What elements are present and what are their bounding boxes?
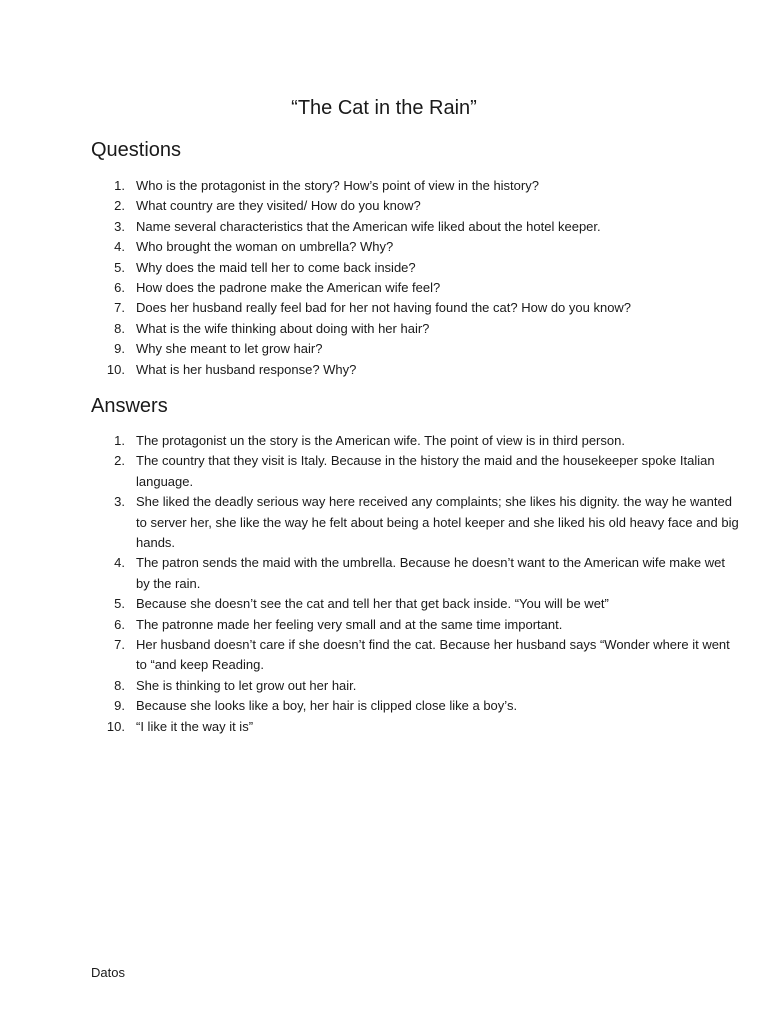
- answer-text: She liked the deadly serious way here received any complaints; she likes his dignity. the way he wanted to server her, she like the way he felt about being a hotel keeper and she liked his old heavy face and big hands.: [136, 494, 739, 551]
- answer-item: [91, 492, 739, 553]
- answer-number: 3.: [114, 494, 125, 510]
- question-number: 4.: [114, 239, 125, 255]
- answer-text: Because she doesn’t see the cat and tell her that get back inside. “You will be wet”: [136, 596, 609, 612]
- answer-item: [91, 451, 739, 492]
- answer-text: The patron sends the maid with the umbrella. Because he doesn’t want to the American wife make wet by the rain.: [136, 555, 725, 591]
- question-number: 5.: [114, 259, 125, 275]
- question-number: 6.: [114, 280, 125, 296]
- question-number: 3.: [114, 218, 125, 234]
- question-text: How does the padrone make the American wife feel?: [136, 280, 441, 296]
- question-number: 7.: [114, 300, 125, 316]
- question-item: [91, 237, 739, 257]
- question-number: 1.: [114, 178, 125, 193]
- answer-number: 7.: [114, 637, 125, 653]
- question-item: [91, 319, 739, 339]
- question-text: Why she meant to let grow hair?: [136, 341, 323, 357]
- answer-number: 2.: [114, 453, 125, 469]
- question-text: Who is the protagonist in the story? How’s point of view in the history?: [136, 178, 539, 193]
- answer-item: [91, 594, 739, 614]
- footer-text: Datos: [91, 965, 125, 980]
- answer-item: [91, 635, 739, 676]
- question-item: [91, 339, 739, 359]
- questions-list: [91, 176, 739, 380]
- question-number: 9.: [114, 341, 125, 357]
- answer-text: The protagonist un the story is the American wife. The point of view is in third person.: [136, 433, 625, 448]
- answer-number: 6.: [114, 616, 125, 632]
- question-item: [91, 278, 739, 298]
- answer-number: 9.: [114, 698, 125, 714]
- answer-item: [91, 676, 739, 696]
- answer-text: The patronne made her feeling very small and at the same time important.: [136, 616, 563, 632]
- page-title: “The Cat in the Rain”: [291, 97, 477, 119]
- answer-item: [91, 431, 739, 451]
- answers-list: [91, 431, 739, 737]
- question-text: Does her husband really feel bad for her not having found the cat? How do you know?: [136, 300, 632, 316]
- answer-text: Her husband doesn’t care if she doesn’t find the cat. Because her husband says “Wonder where it went to “and keep Reading.: [136, 637, 730, 673]
- question-item: [91, 298, 739, 318]
- questions-heading: Questions: [91, 139, 182, 161]
- answer-number: 8.: [114, 677, 125, 693]
- question-text: What is her husband response? Why?: [136, 361, 357, 377]
- question-number: 2.: [114, 198, 125, 214]
- question-item: [91, 176, 739, 196]
- answer-item: [91, 717, 739, 737]
- answer-text: Because she looks like a boy, her hair is clipped close like a boy’s.: [136, 698, 518, 714]
- question-item: [91, 258, 739, 278]
- answer-text: She is thinking to let grow out her hair.: [136, 677, 357, 693]
- question-text: What country are they visited/ How do you know?: [136, 198, 421, 214]
- question-number: 10.: [106, 361, 125, 377]
- answers-heading: Answers: [91, 395, 168, 417]
- answer-number: 1.: [114, 433, 125, 448]
- answer-number: 5.: [114, 596, 125, 612]
- question-text: Who brought the woman on umbrella? Why?: [136, 239, 394, 255]
- question-number: 8.: [114, 320, 125, 336]
- answer-text: The country that they visit is Italy. Because in the history the maid and the housekeeper spoke Italian language.: [136, 453, 715, 489]
- answer-item: [91, 615, 739, 635]
- answer-number: 4.: [114, 555, 125, 571]
- question-item: [91, 360, 739, 380]
- answer-item: [91, 696, 739, 716]
- answer-number: 10.: [106, 718, 125, 734]
- question-item: [91, 217, 739, 237]
- answer-item: [91, 553, 739, 594]
- question-text: What is the wife thinking about doing with her hair?: [136, 320, 430, 336]
- question-item: [91, 196, 739, 216]
- question-text: Name several characteristics that the American wife liked about the hotel keeper.: [136, 218, 601, 234]
- question-text: Why does the maid tell her to come back inside?: [136, 259, 416, 275]
- answer-text: “I like it the way it is”: [136, 718, 254, 734]
